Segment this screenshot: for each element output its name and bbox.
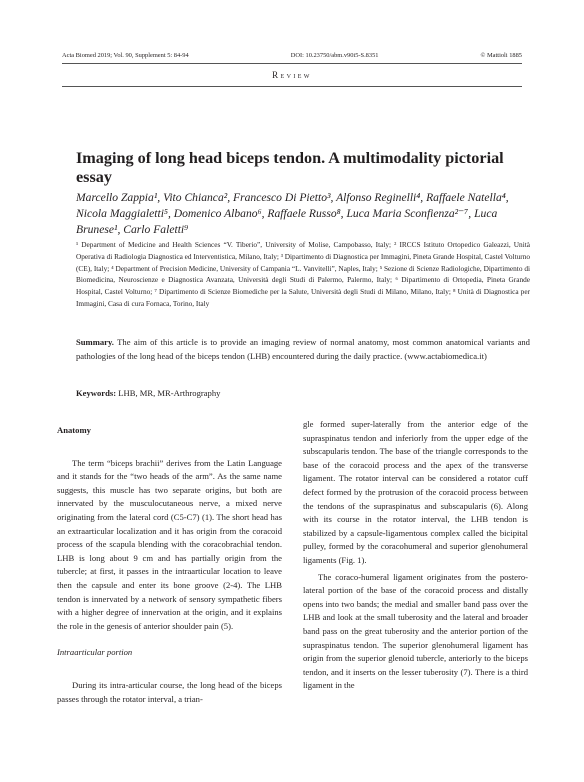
keywords bbox=[76, 388, 530, 398]
header-rule bbox=[62, 63, 522, 64]
subheading-intraarticular: Intraarticular portion bbox=[57, 647, 133, 658]
paragraph: The coraco-humeral ligament originates from the postero-lateral portion of the base of the coracoid process and distally opens into two bands; the medial and smaller band pass over the LHB and look at the small tuberosity and the lateral and broader band pass on the great tuberosity and the anterior portion of the supraspinatus tendon. The superior glenohumeral ligament has origin from the superior glenoid tubercle, anteriorly to the biceps tendon, and it inserts on the lesser tuberosity (7). There is a third ligament in the bbox=[303, 571, 528, 691]
article-title: Imaging of long head biceps tendon. A multimodality pictorial essay bbox=[76, 149, 504, 186]
copyright: © Mattioli 1885 bbox=[480, 51, 522, 59]
author-list: Marcello Zappia¹, Vito Chianca², Francesco Di Pietto³, Alfonso Reginelli⁴, Raffaele Natella⁴, Nicola Maggialetti⁵, Domenico Albano⁶, Raffaele Russo⁸, Luca Maria Sconfienza²⁻⁷, Luca Brunese¹, Carlo Faletti⁹ bbox=[76, 191, 509, 237]
paragraph: gle formed super-laterally from the anterior edge of the supraspinatus tendon and inferiorly from the upper edge of the subscapularis tendon. The base of the triangle corresponds to the base of the coracoid process and the apex of the transverse ligament. The rotator interval can be considered a rotator cuff defect formed by the protrusion of the coracoid process between the tendons of the supraspinatus and subscapularis (6). Along with its course in the rotator interval, the LHB tendon is stabilized by a capsule-ligamentous complex called the bicipital pulley, formed by the coracohumeral and superior glenohumeral ligaments (Fig. 1). bbox=[303, 419, 528, 565]
summary-label: Summary. bbox=[76, 337, 114, 347]
journal-citation: Acta Biomed 2019; Vol. 90, Supplement 5: 84-94 bbox=[62, 51, 189, 59]
doi[interactable]: DOI: 10.23750/abm.v90i5-S.8351 bbox=[290, 51, 379, 59]
affiliations: ¹ Department of Medicine and Health Sciences “V. Tiberio”, University of Molise, Campobasso, Italy; ² IRCCS Istituto Ortopedico Galeazzi, Unità Operativa di Radiologia Diagnostica ed Interventistica, Milano, Italy; ³ Dipartimento di Diagnostica per Immagini, Pineta Grande Hospital, Castel Volturno (CE), Italy; ⁴ Department of Precision Medicine, University of Campania “L. Vanvitelli”, Naples, Italy; ⁵ Sezione di Scienze Radiologiche, Dipartimento di Biomedicina, Neuroscienze e Diagnostica Avanzata, Università degli Studi di Palermo, Palermo, Italy; ⁶ Dipartimento di Ortopedia, Pineta Grande Hospital, Castel Volturno; ⁷ Dipartimento di Scienze Biomediche per la Salute, Università degli Studi di Milano, Milano, Italy; ⁸ Unità di Diagnostica per Immagini, Casa di cura Fornaca, Torino, Italy bbox=[76, 240, 530, 308]
summary-text: The aim of this article is to provide an imaging review of normal anatomy, most common anatomical variants and pathologies of the long head of the biceps tendon (LHB) encountered during the daily practice. (www.actabiomedica.it) bbox=[76, 337, 530, 361]
section-label: Review bbox=[272, 70, 312, 80]
section-heading-anatomy: Anatomy bbox=[57, 425, 91, 435]
section-rule bbox=[62, 86, 522, 87]
keywords-label: Keywords: bbox=[76, 388, 117, 398]
left-column bbox=[57, 418, 282, 706]
paragraph: The term “biceps brachii” derives from the Latin Language and it stands for the “two heads of the arm”. As the same name suggests, this muscle has two separate origins, but both are innervated by the musculocutaneous nerve, a mixed nerve originating from the lateral cord (C5-C7) (1). The short head has an extraarticular localization and it has origin from the coracoid process of the scapula blending with the coracobrachial tendon. LHB is long about 9 cm and has partially origin from the tubercle; at first, it passes in the intraarticular location to leave then the capsule and enter its bone groove (2-4). The LHB tendon is innervated by a network of sensory sympathetic fibers with a higher degree of innervation at the origin, and it explains the role in the genesis of anterior shoulder pain (5). bbox=[57, 457, 282, 631]
paragraph: During its intra-articular course, the long head of the biceps passes through the rotator interval, a trian- bbox=[57, 679, 282, 704]
running-header bbox=[62, 48, 522, 62]
keywords-text: LHB, MR, MR-Arthrography bbox=[118, 388, 221, 398]
right-column bbox=[303, 418, 528, 693]
abstract bbox=[76, 336, 530, 364]
